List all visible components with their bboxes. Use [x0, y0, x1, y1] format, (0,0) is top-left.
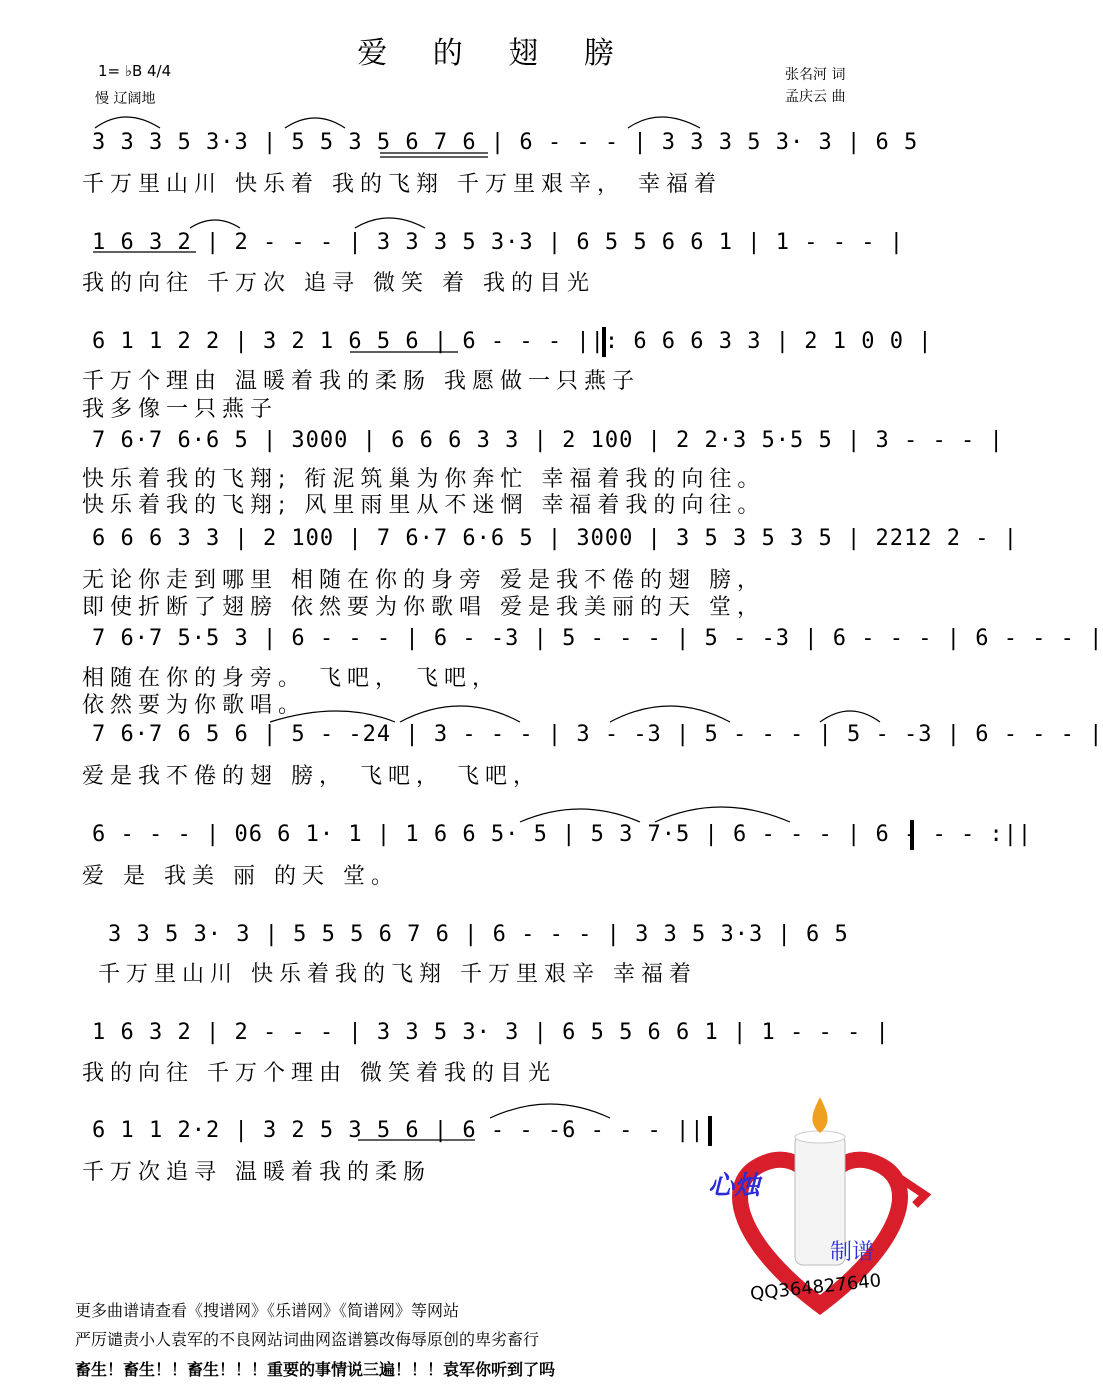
score-row-7-notes: 7 6·7 6 5 6 | 5 - -24 | 3 - - - | 3 - -3 | 5 - - - | 5 - -3 | 6 - - - | [92, 722, 1103, 747]
slur [520, 809, 640, 822]
score-row-11-lyrics: 千万次追寻 温暖着我的柔肠 [82, 1160, 431, 1185]
score-row-4-lyrics-verse1: 快乐着我的飞翔; 衔泥筑巢为你奔忙 幸福着我的向往。 [82, 467, 766, 492]
score-row-4-lyrics-verse2: 快乐着我的飞翔; 风里雨里从不迷惘 幸福着我的向往。 [82, 493, 766, 518]
footer-line-2: 严厉谴责小人袁军的不良网站词曲网盗谱篡改侮辱原创的卑劣畜行 [75, 1330, 540, 1349]
slur [400, 706, 520, 722]
footer-line-1: 更多曲谱请查看《搜谱网》《乐谱网》《简谱网》等网站 [75, 1301, 460, 1320]
slur [190, 220, 240, 228]
footer-line-3: 畜生！畜生！！畜生！！！重要的事情说三遍！！！袁军你听到了吗 [75, 1360, 556, 1379]
score-row-5-lyrics-verse1: 无论你走到哪里 相随在你的身旁 爱是我不倦的翅 膀， [82, 568, 765, 593]
score-row-6-lyrics-verse2: 依然要为你歌唱。 [82, 693, 307, 718]
page-title: 爱 的 翅 膀 [357, 36, 632, 71]
score-row-1-lyrics: 千万里山川 快乐着 我的飞翔 千万里艰辛， 幸福着 [82, 172, 722, 197]
score-row-9-lyrics: 千万里山川 快乐着我的飞翔 千万里艰辛 幸福着 [98, 962, 697, 987]
tempo-marking: 慢 辽阔地 [95, 91, 156, 107]
score-row-10-lyrics: 我的向往 千万个理由 微笑着我的目光 [82, 1061, 556, 1086]
score-row-2-notes: 1 6 3 2 | 2 - - - | 3 3 3 5 3·3 | 6 5 5 6 6 1 | 1 - - - | [92, 230, 904, 255]
lyricist-credit: 张名河 词 [785, 67, 846, 83]
slur [355, 218, 425, 228]
slur [628, 117, 700, 128]
score-row-5-lyrics-verse2: 即使折断了翅膀 依然要为你歌唱 爱是我美丽的天 堂， [82, 595, 765, 620]
slur [95, 117, 160, 128]
composer-credit: 孟庆云 曲 [785, 89, 846, 105]
score-row-5-notes: 6 6 6 3 3 | 2 100 | 7 6·7 6·6 5 | 3000 | 3 5 3 5 3 5 | 2212 2 - | [92, 526, 1018, 551]
score-row-8-notes: 6 - - - | 06 6 1· 1 | 1 6 6 5· 5 | 5 3 7·5 | 6 - - - | 6 - - - :|| [92, 822, 1033, 847]
logo-brand: 心烛 [708, 1171, 761, 1201]
slur [490, 1104, 610, 1118]
score-row-8-lyrics: 爱 是 我美 丽 的天 堂。 [82, 864, 399, 889]
logo-subtitle: 制谱 [830, 1240, 875, 1265]
key-signature: 1= ♭B 4/4 [98, 62, 172, 80]
score-row-3-lyrics-verse1: 千万个理由 温暖着我的柔肠 我愿做一只燕子 [82, 369, 640, 394]
slur [285, 118, 345, 128]
score-row-1-notes: 3 3 3 5 3·3 | 5 5 3 5 6 7 6 | 6 - - - | 3 3 3 5 3· 3 | 6 5 [92, 130, 919, 155]
score-row-11-notes: 6 1 1 2·2 | 3 2 5 3 5 6 | 6 - - -6 - - - || [92, 1118, 705, 1143]
slur [655, 807, 790, 822]
score-row-4-notes: 7 6·7 6·6 5 | 3000 | 6 6 6 3 3 | 2 100 | 2 2·3 5·5 5 | 3 - - - | [92, 428, 1004, 453]
slur [270, 711, 395, 722]
score-row-10-notes: 1 6 3 2 | 2 - - - | 3 3 5 3· 3 | 6 5 5 6 6 1 | 1 - - - | [92, 1020, 890, 1045]
score-row-6-notes: 7 6·7 5·5 3 | 6 - - - | 6 - -3 | 5 - - - | 5 - -3 | 6 - - - | 6 - - - | [92, 626, 1103, 651]
logo [700, 1095, 940, 1325]
slur [820, 711, 880, 722]
score-row-3-lyrics-verse2: 我多像一只燕子 [82, 397, 279, 422]
logo-qq: QQ364827640 [749, 1270, 883, 1305]
score-row-3-notes: 6 1 1 2 2 | 3 2 1 6 5 6 | 6 - - - ||: 6 6 6 3 3 | 2 1 0 0 | [92, 329, 933, 354]
slur [610, 706, 730, 722]
score-row-6-lyrics-verse1: 相随在你的身旁。 飞吧， 飞吧， [82, 666, 500, 691]
score-row-9-notes: 3 3 5 3· 3 | 5 5 5 6 7 6 | 6 - - - | 3 3 5 3·3 | 6 5 [108, 922, 849, 947]
score-row-2-lyrics: 我的向往 千万次 追寻 微笑 着 我的目光 [82, 271, 595, 296]
score-row-7-lyrics: 爱是我不倦的翅 膀， 飞吧， 飞吧， [82, 764, 541, 789]
